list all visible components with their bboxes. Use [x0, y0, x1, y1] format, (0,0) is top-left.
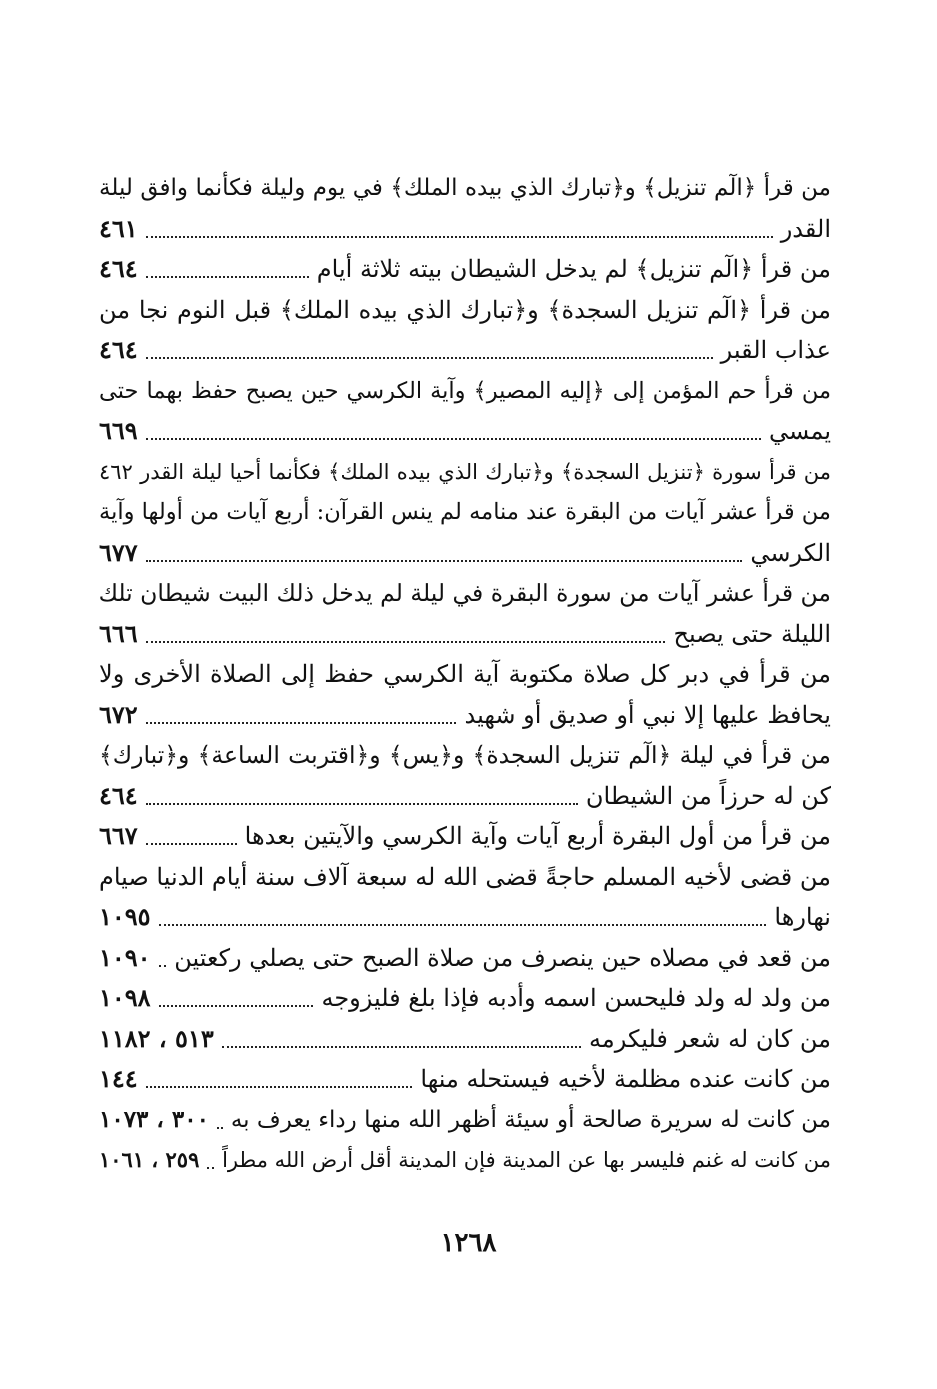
index-entry	[99, 249, 831, 290]
page-reference: ٤٦٤	[99, 780, 138, 810]
index-entry	[99, 654, 831, 735]
entry-tail: من قرأ ﴿الٓم تنزيل﴾ لم يدخل الشيطان بيته ثلاثة أيام	[316, 255, 831, 283]
entry-leader-line	[99, 978, 831, 1019]
page-reference: ٢٥٩ ، ١٠٦١	[99, 1147, 200, 1172]
entry-tail: يحافظ عليها إلا نبي أو صديق أو شهيد	[464, 700, 831, 729]
entry-leader-line	[99, 776, 831, 817]
page-reference: ٤٦١	[99, 213, 138, 243]
leader-dots	[146, 276, 309, 278]
leader-dots	[146, 843, 237, 845]
page-reference: ١٠٩٥	[99, 902, 151, 931]
index-entry	[99, 978, 831, 1019]
entry-text: من قضى لأخيه المسلم حاجةً قضى الله له سبعة آلاف سنة أيام الدنيا صيام	[99, 862, 831, 891]
entry-leader-line	[99, 249, 831, 290]
entry-tail: عذاب القبر	[720, 336, 831, 364]
index-entry	[99, 371, 831, 452]
entry-leader-line	[99, 1059, 831, 1100]
entry-tail: من كانت عنده مظلمة لأخيه فيستحله منها	[420, 1065, 831, 1093]
index-entry	[99, 1059, 831, 1100]
page-reference: ٦٧٢	[99, 699, 138, 729]
entry-leader-line	[99, 938, 831, 979]
entry-tail: كن له حرزاً من الشيطان	[585, 781, 831, 810]
index-entry	[99, 735, 831, 816]
entry-tail: الكرسي	[750, 538, 831, 567]
page-reference: ٦٦٦	[99, 618, 138, 648]
entry-tail: من ولد له ولد فليحسن اسمه وأدبه فإذا بلغ فليزوجه	[321, 984, 831, 1012]
entry-tail: يمسي	[769, 417, 831, 445]
entry-leader-line	[99, 614, 831, 655]
entry-text: من قرأ عشر آيات من البقرة عند منامه لم ينس القرآن: أربع آيات من أولها وآية	[99, 499, 831, 525]
entry-text: من قرأ عشر آيات من سورة البقرة في ليلة لم يدخل ذلك البيت شيطان تلك	[99, 579, 831, 607]
entry-tail: من كان له شعر فليكرمه	[589, 1024, 831, 1053]
entry-leader-line	[99, 695, 831, 736]
index-entry	[99, 452, 831, 493]
entry-text: من قرأ سورة ﴿تنزيل السجدة﴾ و﴿تبارك الذي بيده الملك﴾ فكأنما أحيا ليلة القدر ٤٦٢	[99, 459, 831, 484]
page-reference: ١٠٩٠	[99, 942, 151, 972]
entry-tail: من كانت له غنم فليسر بها عن المدينة فإن المدينة أقل أرض الله مطراً	[222, 1148, 831, 1172]
entry-leader-line	[99, 330, 831, 371]
index-entry	[99, 168, 831, 249]
leader-dots	[159, 1005, 314, 1007]
page-reference: ١٠٩٨	[99, 983, 151, 1012]
page-reference: ٥١٣ ، ١١٨٢	[99, 1023, 214, 1053]
entry-leader-line	[99, 411, 831, 452]
entry-leader-line	[99, 897, 831, 938]
index-entry	[99, 1140, 831, 1181]
leader-dots	[207, 1167, 214, 1169]
leader-dots	[146, 357, 713, 359]
index-entry	[99, 938, 831, 979]
entry-leader-line	[99, 1019, 831, 1060]
leader-dots	[146, 641, 666, 643]
page-reference: ٣٠٠ ، ١٠٧٣	[99, 1105, 209, 1133]
entry-leader-line	[99, 1100, 831, 1141]
leader-dots	[217, 1127, 223, 1129]
entry-tail: من قعد في مصلاه حين ينصرف من صلاة الصبح حتى يصلي ركعتين	[174, 943, 831, 972]
leader-dots	[159, 924, 767, 926]
entry-leader-line	[99, 816, 831, 857]
entry-text: من قرأ في دبر كل صلاة مكتوبة آية الكرسي حفظ إلى الصلاة الأخرى ولا	[99, 660, 831, 688]
entry-tail: الليلة حتى يصبح	[673, 619, 831, 648]
index-page	[99, 168, 831, 1181]
leader-dots	[146, 236, 773, 238]
entry-text: من قرأ ﴿الٓم تنزيل السجدة﴾ و﴿تبارك الذي بيده الملك﴾ قبل النوم نجا من	[99, 295, 831, 324]
leader-dots	[146, 438, 761, 440]
entry-leader-line	[99, 209, 831, 250]
page-reference: ٦٧٧	[99, 537, 138, 567]
entry-text: من قرأ في ليلة ﴿الٓم تنزيل السجدة﴾ و﴿يس﴾ و﴿اقتربت الساعة﴾ و﴿تبارك﴾	[99, 741, 831, 769]
leader-dots	[146, 803, 578, 805]
entry-tail: القدر	[780, 214, 831, 243]
entry-tail: نهارها	[774, 903, 831, 931]
page-reference: ٤٦٤	[99, 335, 138, 364]
page-reference: ١٤٤	[99, 1064, 138, 1093]
index-entry	[99, 857, 831, 938]
entry-leader-line	[99, 533, 831, 574]
page-reference: ٤٦٤	[99, 254, 138, 283]
index-entry	[99, 290, 831, 371]
leader-dots	[222, 1046, 581, 1048]
leader-dots	[159, 965, 167, 967]
index-entry	[99, 1019, 831, 1060]
index-entry	[99, 573, 831, 654]
entry-leader-line	[99, 1140, 831, 1181]
index-entry	[99, 816, 831, 857]
entry-text: من قرأ حم المؤمن إلى ﴿إليه المصير﴾ وآية الكرسي حين يصبح حفظ بهما حتى	[99, 377, 831, 404]
entry-text: من قرأ ﴿الٓم تنزيل﴾ و﴿تبارك الذي بيده الملك﴾ في يوم وليلة فكأنما وافق ليلة	[99, 175, 831, 201]
index-entry	[99, 1100, 831, 1141]
page-reference: ٦٦٧	[99, 821, 138, 850]
page-reference: ٦٦٩	[99, 416, 138, 445]
leader-dots	[146, 560, 743, 562]
index-entry	[99, 492, 831, 573]
page-number: ١٢٦٨	[440, 1228, 497, 1258]
entry-tail: من قرأ من أول البقرة أربع آيات وآية الكرسي والآيتين بعدها	[244, 822, 831, 850]
leader-dots	[146, 1086, 413, 1088]
leader-dots	[146, 722, 457, 724]
entry-tail: من كانت له سريرة صالحة أو سيئة أظهر الله منها رداء يعرف به	[230, 1106, 831, 1133]
